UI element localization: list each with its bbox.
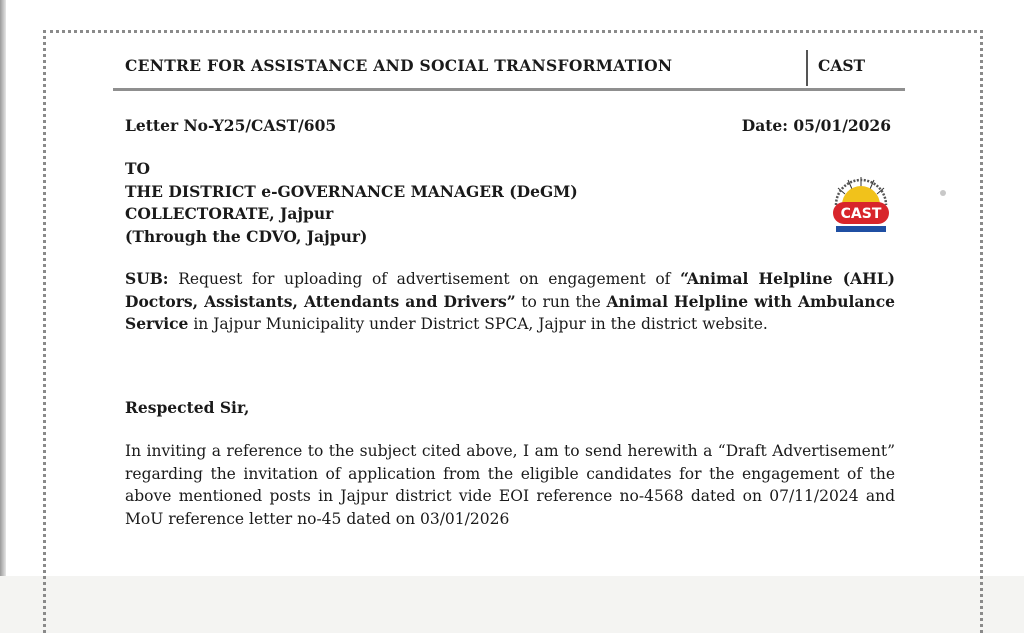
address-line: TO <box>125 159 151 178</box>
subject-prefix: SUB: <box>125 269 169 288</box>
letter-number: Letter No-Y25/CAST/605 <box>125 116 337 135</box>
subject-posts: “Animal Helpline (AHL) Doctors, Assistants, Attendants and Drivers” <box>125 269 895 311</box>
salutation: Respected Sir, <box>125 398 250 417</box>
letter-date: Date: 05/01/2026 <box>741 116 891 135</box>
subject-service: Animal Helpline with Ambulance Service <box>125 291 895 333</box>
subject-text: in Jajpur Municipality under District SPCA, Jajpur in the district website. <box>188 315 768 333</box>
scan-speck <box>940 190 946 196</box>
header-divider <box>806 50 808 86</box>
letter-subject <box>125 268 895 336</box>
page-edge-shadow <box>0 0 6 576</box>
header-rule <box>113 88 905 91</box>
body-paragraph: In inviting a reference to the subject cited above, I am to send herewith a “Draft Advertisement” regarding the invitation of application from the eligible candidates for the engagement of the above mentioned posts in Jajpur district vide EOI reference no-4568 dated on 07/11/2024 and MoU reference letter no-45 dated on 03/01/2026 <box>125 442 895 528</box>
recipient-address <box>125 158 578 248</box>
logo-text: CAST <box>840 206 882 222</box>
subject-text: to run the <box>515 292 607 311</box>
subject-text: Request for uploading of advertisement on engagement of <box>168 270 681 288</box>
address-line: (Through the CDVO, Jajpur) <box>125 226 368 246</box>
address-line: THE DISTRICT e-GOVERNANCE MANAGER (DeGM) <box>125 181 578 201</box>
organization-code: CAST <box>818 56 866 75</box>
address-line: COLLECTORATE, Jajpur <box>125 204 334 223</box>
cast-logo-icon <box>830 175 892 237</box>
organization-name: CENTRE FOR ASSISTANCE AND SOCIAL TRANSFORMATION <box>125 56 673 75</box>
